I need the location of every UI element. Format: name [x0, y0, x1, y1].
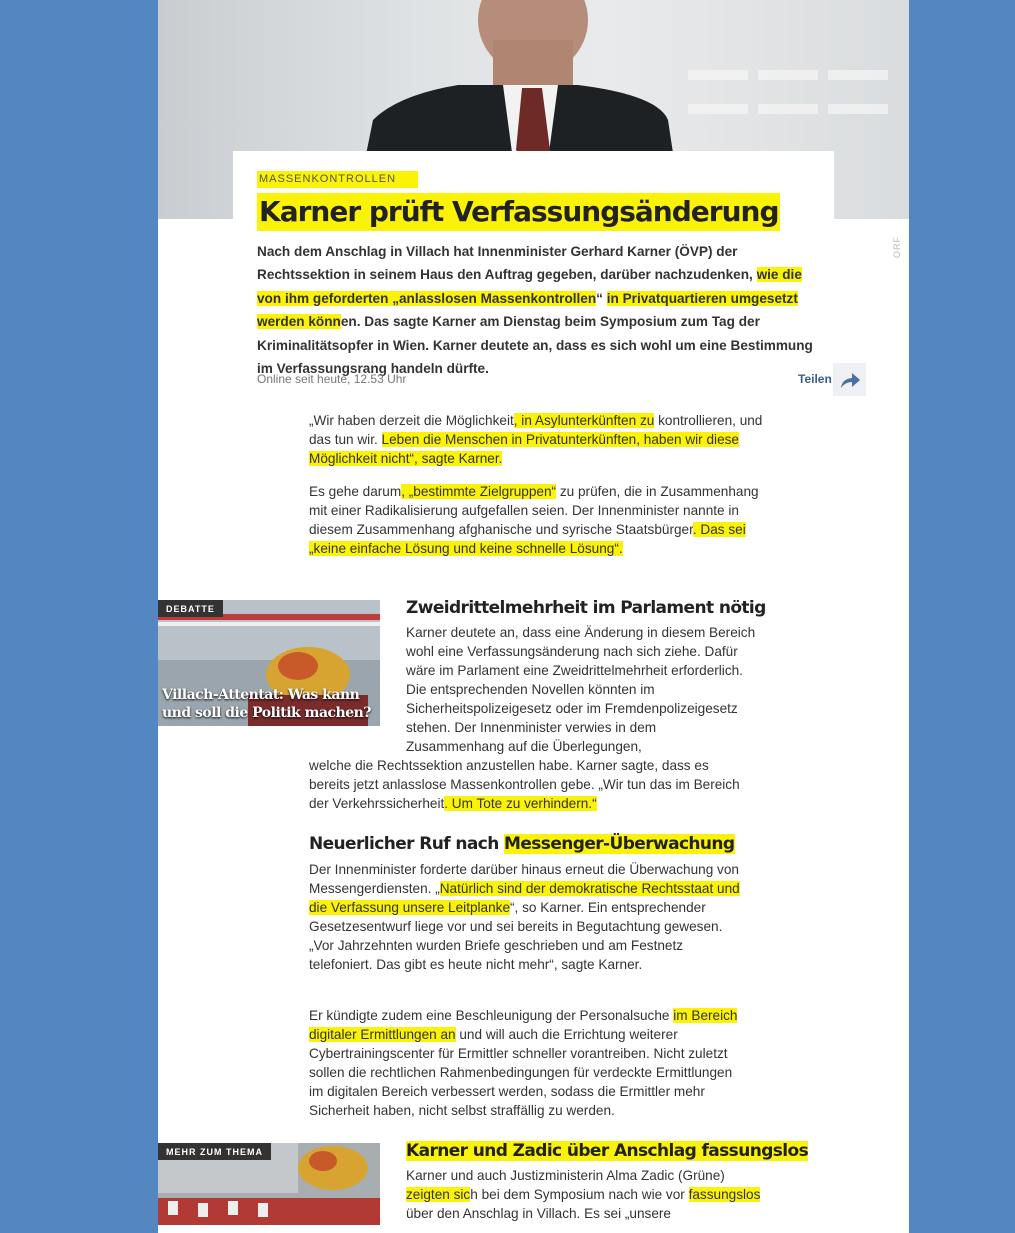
article-paragraph-indented: Karner deutete an, dass eine Änderung in diesem Bereich wohl eine Verfassungsänderung nach sich ziehe. Dafür wäre im Parlament eine Zweidrittelmehrheit erforderlich. Die entsprechenden Novellen könnten im Sicherheitspolizeigesetz oder im Fremdenpolizeigesetz stehen. Der Innenminister verwies in dem Zusammenhang auf die Überlegungen,: [406, 625, 756, 754]
teaser-tag: MEHR ZUM THEMA: [158, 1143, 271, 1160]
article-lead: Nach dem Anschlag in Villach hat Innenminister Gerhard Karner (ÖVP) der Rechtssektion in seinem Haus den Auftrag gegeben, darüber nachzudenken, wie die von ihm geforderten „anlasslosen Massenkontrollen“ in Privatquartieren umgesetzt werden können. Das sagte Karner am Dienstag beim Symposium zum Tag der Kriminalitätsopfer in Wien. Karner deutete an, dass es sich wohl um eine Bestimmung im Verfassungsrang handeln dürfte.: [257, 244, 813, 377]
page-background-left: [0, 0, 158, 1233]
section-heading: Zweidrittelmehrheit im Parlament nötig: [406, 598, 766, 618]
related-teaser[interactable]: [158, 1143, 380, 1225]
article-paragraph: welche die Rechtssektion anzustellen habe. Karner sagte, dass es bereits jetzt anlasslose Massenkontrollen gebe. „Wir tun das im Bereich der Verkehrssicherheit. Um Tote zu verhindern.“: [309, 758, 740, 811]
article-paragraph: „Wir haben derzeit die Möglichkeit, in Asylunterkünften zu kontrollieren, und das tun wir. Leben die Menschen in Privatunterkünften, haben wir diese Möglichkeit nicht“, sagte Karner.: [309, 413, 763, 466]
page-background-right: [909, 0, 1015, 1233]
section-heading: Karner und Zadic über Anschlag fassungslos: [406, 1141, 809, 1161]
share-button[interactable]: [833, 363, 866, 396]
debate-teaser[interactable]: [158, 600, 380, 726]
share-arrow-icon: [839, 371, 861, 389]
photo-credit: ORF: [892, 236, 902, 258]
article-kicker: MASSENKONTROLLEN: [257, 171, 418, 188]
publish-timestamp: Online seit heute, 12.53 Uhr: [257, 372, 407, 386]
article-headline: Karner prüft Verfassungsänderung: [257, 193, 780, 231]
teaser-caption[interactable]: Villach-Attentat: Was kann und soll die Politik machen?: [162, 687, 372, 721]
article-paragraph: Der Innenminister forderte darüber hinaus erneut die Überwachung von Messengerdiensten. „Natürlich sind der demokratische Rechtsstaat und die Verfassung unsere Leitplanke“, so Karner. Ein entsprechender Gesetzesentwurf liege vor und sei bereits in Begutachtung gewesen. „Vor Jahrzehnten wurden Briefe geschrieben und am Festnetz telefoniert. Das gibt es heute nicht mehr“, sagte Karner.: [309, 862, 740, 972]
article-paragraph-indented: Karner und auch Justizministerin Alma Zadic (Grüne) zeigten sich bei dem Symposium nach wie vor fassungslos über den Anschlag in Villach. Es sei „unsere: [406, 1168, 761, 1221]
article-page: [158, 0, 909, 1225]
article-paragraph: Es gehe darum, „bestimmte Zielgruppen“ zu prüfen, die in Zusammenhang mit einer Radikalisierung aufgefallen seien. Der Innenminister nannte in diesem Zusammenhang afghanische und syrische Staatsbürger. Das sei „keine einfache Lösung und keine schnelle Lösung“.: [309, 484, 759, 556]
share-label[interactable]: Teilen: [798, 372, 832, 386]
teaser-tag: DEBATTE: [158, 600, 223, 617]
section-heading: Neuerlicher Ruf nach Messenger-Überwachung: [309, 834, 735, 854]
article-paragraph: Er kündigte zudem eine Beschleunigung der Personalsuche im Bereich digitaler Ermittlungen an und will auch die Errichtung weiterer Cybertrainingscenter für Ermittler schneller vorantreiben. Nicht zuletzt sollen die rechtlichen Rahmenbedingungen für verdeckte Ermittlungen im digitalen Bereich verbessert werden, sodass die Ermittler mehr Sicherheit haben, nicht selbst straffällig zu werden.: [309, 1008, 738, 1118]
